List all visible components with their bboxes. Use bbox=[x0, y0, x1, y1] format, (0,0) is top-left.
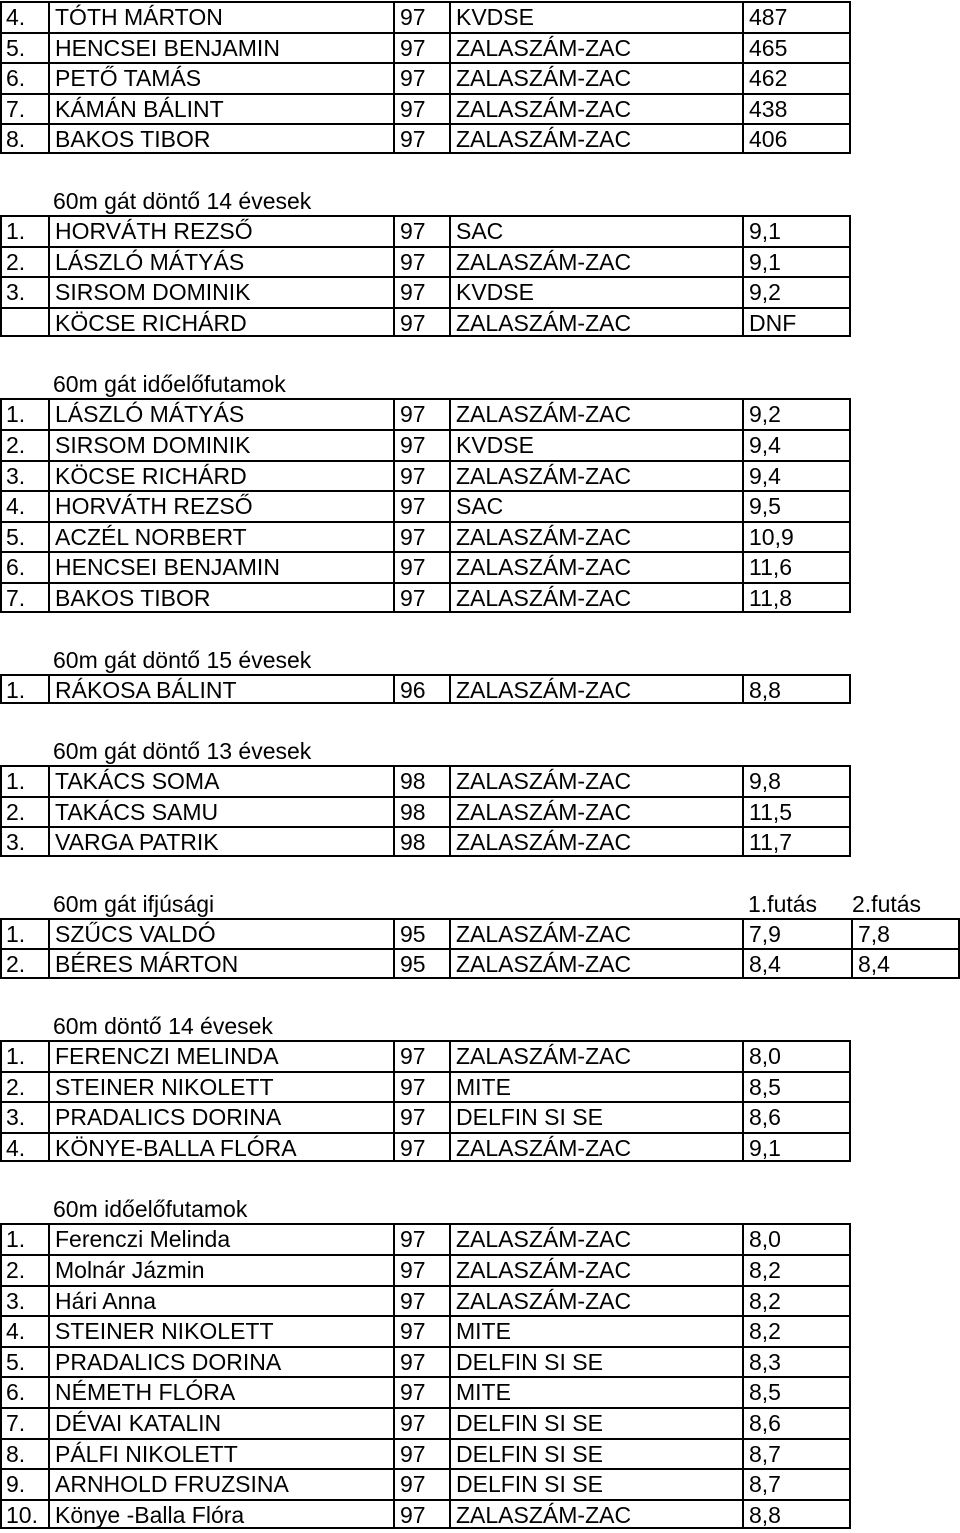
rank-cell: 1. bbox=[0, 918, 48, 949]
club-cell: ZALASZÁM-ZAC bbox=[449, 246, 742, 277]
club-cell: ZALASZÁM-ZAC bbox=[449, 1223, 742, 1254]
result-cell: 8,2 bbox=[742, 1315, 851, 1346]
club-cell: KVDSE bbox=[449, 276, 742, 307]
birth-year-cell: 98 bbox=[393, 765, 449, 796]
result-row bbox=[0, 1407, 960, 1438]
section-spacer bbox=[0, 704, 960, 734]
birth-year-cell: 97 bbox=[393, 398, 449, 429]
section-title: 60m gát döntő 13 évesek bbox=[53, 738, 312, 765]
rank-cell: 5. bbox=[0, 32, 48, 63]
rank-cell: 2. bbox=[0, 1071, 48, 1102]
birth-year-cell: 97 bbox=[393, 1223, 449, 1254]
results-section bbox=[0, 1, 960, 154]
result-row bbox=[0, 1285, 960, 1316]
result-row bbox=[0, 1376, 960, 1407]
result-row bbox=[0, 1499, 960, 1530]
section-heading bbox=[0, 1192, 960, 1223]
results-section bbox=[0, 979, 960, 1162]
birth-year-cell: 97 bbox=[393, 1040, 449, 1071]
result-row bbox=[0, 398, 960, 429]
birth-year-cell: 97 bbox=[393, 93, 449, 124]
athlete-name-cell: TAKÁCS SAMU bbox=[48, 796, 393, 827]
result-row bbox=[0, 1468, 960, 1499]
club-cell: ZALASZÁM-ZAC bbox=[449, 582, 742, 613]
result-row bbox=[0, 62, 960, 93]
result-row bbox=[0, 1346, 960, 1377]
result-cell: 8,5 bbox=[742, 1376, 851, 1407]
rank-cell: 2. bbox=[0, 429, 48, 460]
result-row bbox=[0, 1071, 960, 1102]
result-row bbox=[0, 521, 960, 552]
birth-year-cell: 97 bbox=[393, 1468, 449, 1499]
section-title: 60m gát ifjúsági bbox=[53, 890, 215, 917]
rank-cell: 1. bbox=[0, 398, 48, 429]
result-cell: 9,1 bbox=[742, 1132, 851, 1163]
club-cell: ZALASZÁM-ZAC bbox=[449, 796, 742, 827]
club-cell: ZALASZÁM-ZAC bbox=[449, 948, 742, 979]
athlete-name-cell: Hári Anna bbox=[48, 1285, 393, 1316]
section-heading bbox=[0, 367, 960, 398]
athlete-name-cell: HORVÁTH REZSŐ bbox=[48, 490, 393, 521]
result-row bbox=[0, 1101, 960, 1132]
birth-year-cell: 97 bbox=[393, 1132, 449, 1163]
result-cell: 8,4 bbox=[742, 948, 851, 979]
birth-year-cell: 97 bbox=[393, 1346, 449, 1377]
rank-cell: 9. bbox=[0, 1468, 48, 1499]
result-cell: 11,7 bbox=[742, 826, 851, 857]
athlete-name-cell: Molnár Jázmin bbox=[48, 1254, 393, 1285]
rank-cell: 3. bbox=[0, 460, 48, 491]
rank-cell: 6. bbox=[0, 62, 48, 93]
birth-year-cell: 97 bbox=[393, 582, 449, 613]
club-cell: ZALASZÁM-ZAC bbox=[449, 1285, 742, 1316]
result-cell: 8,7 bbox=[742, 1438, 851, 1469]
birth-year-cell: 95 bbox=[393, 918, 449, 949]
athlete-name-cell: HENCSEI BENJAMIN bbox=[48, 551, 393, 582]
club-cell: DELFIN SI SE bbox=[449, 1407, 742, 1438]
result-cell: 9,1 bbox=[742, 246, 851, 277]
birth-year-cell: 97 bbox=[393, 246, 449, 277]
result-row bbox=[0, 276, 960, 307]
athlete-name-cell: KÁMÁN BÁLINT bbox=[48, 93, 393, 124]
birth-year-cell: 97 bbox=[393, 1407, 449, 1438]
result-cell: 8,2 bbox=[742, 1254, 851, 1285]
birth-year-cell: 98 bbox=[393, 796, 449, 827]
result-row bbox=[0, 93, 960, 124]
club-cell: KVDSE bbox=[449, 1, 742, 32]
rank-cell: 3. bbox=[0, 1101, 48, 1132]
result-cell: 8,5 bbox=[742, 1071, 851, 1102]
section-spacer bbox=[0, 154, 960, 184]
result-cell: 8,8 bbox=[742, 1499, 851, 1530]
birth-year-cell: 97 bbox=[393, 1315, 449, 1346]
birth-year-cell: 97 bbox=[393, 1071, 449, 1102]
rank-cell: 5. bbox=[0, 521, 48, 552]
rank-cell: 5. bbox=[0, 1346, 48, 1377]
athlete-name-cell: TÓTH MÁRTON bbox=[48, 1, 393, 32]
result-row bbox=[0, 674, 960, 705]
club-cell: ZALASZÁM-ZAC bbox=[449, 460, 742, 491]
result-row bbox=[0, 1438, 960, 1469]
birth-year-cell: 97 bbox=[393, 307, 449, 338]
birth-year-cell: 97 bbox=[393, 1254, 449, 1285]
athlete-name-cell: TAKÁCS SOMA bbox=[48, 765, 393, 796]
rank-cell: 1. bbox=[0, 215, 48, 246]
rank-cell: 1. bbox=[0, 674, 48, 705]
result-row bbox=[0, 307, 960, 338]
athlete-name-cell: STEINER NIKOLETT bbox=[48, 1315, 393, 1346]
result-cell: 7,9 bbox=[742, 918, 851, 949]
athlete-name-cell: PETŐ TAMÁS bbox=[48, 62, 393, 93]
results-section bbox=[0, 337, 960, 612]
rank-cell: 3. bbox=[0, 826, 48, 857]
athlete-name-cell: SZŰCS VALDÓ bbox=[48, 918, 393, 949]
result-cell: 9,2 bbox=[742, 276, 851, 307]
club-cell: ZALASZÁM-ZAC bbox=[449, 521, 742, 552]
result-cell: 9,4 bbox=[742, 460, 851, 491]
result-cell: 8,2 bbox=[742, 1285, 851, 1316]
section-spacer bbox=[0, 1162, 960, 1192]
athlete-name-cell: ARNHOLD FRUZSINA bbox=[48, 1468, 393, 1499]
rank-cell: 1. bbox=[0, 1040, 48, 1071]
club-cell: MITE bbox=[449, 1376, 742, 1407]
club-cell: DELFIN SI SE bbox=[449, 1101, 742, 1132]
rank-cell: 7. bbox=[0, 1407, 48, 1438]
section-heading bbox=[0, 1009, 960, 1040]
result-row bbox=[0, 123, 960, 154]
result-row bbox=[0, 1040, 960, 1071]
result-cell: 9,4 bbox=[742, 429, 851, 460]
rank-cell: 4. bbox=[0, 1132, 48, 1163]
club-cell: ZALASZÁM-ZAC bbox=[449, 32, 742, 63]
athlete-name-cell: ACZÉL NORBERT bbox=[48, 521, 393, 552]
rank-cell: 3. bbox=[0, 276, 48, 307]
birth-year-cell: 97 bbox=[393, 32, 449, 63]
result-cell: 9,8 bbox=[742, 765, 851, 796]
club-cell: ZALASZÁM-ZAC bbox=[449, 551, 742, 582]
results-section bbox=[0, 857, 960, 979]
result-cell: DNF bbox=[742, 307, 851, 338]
athlete-name-cell: PRADALICS DORINA bbox=[48, 1101, 393, 1132]
result-cell: 8,6 bbox=[742, 1407, 851, 1438]
results-section bbox=[0, 613, 960, 705]
club-cell: MITE bbox=[449, 1315, 742, 1346]
rank-cell: 1. bbox=[0, 765, 48, 796]
club-cell: ZALASZÁM-ZAC bbox=[449, 1040, 742, 1071]
result-row bbox=[0, 490, 960, 521]
result-cell: 487 bbox=[742, 1, 851, 32]
section-spacer bbox=[0, 613, 960, 643]
athlete-name-cell: VARGA PATRIK bbox=[48, 826, 393, 857]
club-cell: ZALASZÁM-ZAC bbox=[449, 1132, 742, 1163]
result-cell: 8,0 bbox=[742, 1223, 851, 1254]
birth-year-cell: 97 bbox=[393, 1499, 449, 1530]
result-cell: 8,0 bbox=[742, 1040, 851, 1071]
birth-year-cell: 97 bbox=[393, 1285, 449, 1316]
birth-year-cell: 97 bbox=[393, 62, 449, 93]
birth-year-cell: 97 bbox=[393, 1, 449, 32]
result-cell: 9,1 bbox=[742, 215, 851, 246]
club-cell: DELFIN SI SE bbox=[449, 1468, 742, 1499]
result-cell: 8,7 bbox=[742, 1468, 851, 1499]
results-section bbox=[0, 154, 960, 337]
result-row bbox=[0, 215, 960, 246]
birth-year-cell: 97 bbox=[393, 429, 449, 460]
club-cell: ZALASZÁM-ZAC bbox=[449, 765, 742, 796]
birth-year-cell: 97 bbox=[393, 490, 449, 521]
section-title: 60m gát döntő 15 évesek bbox=[53, 646, 312, 673]
result-row bbox=[0, 826, 960, 857]
athlete-name-cell: BAKOS TIBOR bbox=[48, 582, 393, 613]
rank-cell: 4. bbox=[0, 1, 48, 32]
athlete-name-cell: PRADALICS DORINA bbox=[48, 1346, 393, 1377]
result-row bbox=[0, 582, 960, 613]
result-row bbox=[0, 429, 960, 460]
result-row bbox=[0, 948, 960, 979]
rank-cell: 3. bbox=[0, 1285, 48, 1316]
results-section bbox=[0, 1162, 960, 1529]
result-row bbox=[0, 1132, 960, 1163]
athlete-name-cell: LÁSZLÓ MÁTYÁS bbox=[48, 398, 393, 429]
birth-year-cell: 97 bbox=[393, 123, 449, 154]
athlete-name-cell: PÁLFI NIKOLETT bbox=[48, 1438, 393, 1469]
rank-cell: 1. bbox=[0, 1223, 48, 1254]
club-cell: ZALASZÁM-ZAC bbox=[449, 674, 742, 705]
birth-year-cell: 95 bbox=[393, 948, 449, 979]
section-spacer bbox=[0, 337, 960, 367]
result-cell: 8,8 bbox=[742, 674, 851, 705]
club-cell: ZALASZÁM-ZAC bbox=[449, 398, 742, 429]
club-cell: ZALASZÁM-ZAC bbox=[449, 123, 742, 154]
result-cell: 10,9 bbox=[742, 521, 851, 552]
result-row bbox=[0, 246, 960, 277]
result-row bbox=[0, 551, 960, 582]
result-cell: 11,5 bbox=[742, 796, 851, 827]
club-cell: ZALASZÁM-ZAC bbox=[449, 1499, 742, 1530]
athlete-name-cell: HENCSEI BENJAMIN bbox=[48, 32, 393, 63]
club-cell: DELFIN SI SE bbox=[449, 1438, 742, 1469]
rank-cell: 8. bbox=[0, 123, 48, 154]
club-cell: SAC bbox=[449, 490, 742, 521]
result-row bbox=[0, 796, 960, 827]
rank-cell: 7. bbox=[0, 93, 48, 124]
birth-year-cell: 97 bbox=[393, 460, 449, 491]
column-header-run-1: 1.futás bbox=[748, 890, 818, 917]
rank-cell: 2. bbox=[0, 948, 48, 979]
club-cell: DELFIN SI SE bbox=[449, 1346, 742, 1377]
athlete-name-cell: SIRSOM DOMINIK bbox=[48, 276, 393, 307]
rank-cell: 7. bbox=[0, 582, 48, 613]
result-row bbox=[0, 460, 960, 491]
column-header-run-2: 2.futás bbox=[852, 890, 922, 917]
section-title: 60m gát döntő 14 évesek bbox=[53, 187, 312, 214]
result-cell: 465 bbox=[742, 32, 851, 63]
athlete-name-cell: HORVÁTH REZSŐ bbox=[48, 215, 393, 246]
birth-year-cell: 98 bbox=[393, 826, 449, 857]
section-title: 60m időelőfutamok bbox=[53, 1196, 248, 1223]
section-heading bbox=[0, 887, 960, 918]
result-cell: 8,3 bbox=[742, 1346, 851, 1377]
club-cell: ZALASZÁM-ZAC bbox=[449, 1254, 742, 1285]
result-row bbox=[0, 1223, 960, 1254]
result-row bbox=[0, 1315, 960, 1346]
result-cell: 11,8 bbox=[742, 582, 851, 613]
birth-year-cell: 96 bbox=[393, 674, 449, 705]
result-row bbox=[0, 32, 960, 63]
athlete-name-cell: STEINER NIKOLETT bbox=[48, 1071, 393, 1102]
club-cell: ZALASZÁM-ZAC bbox=[449, 918, 742, 949]
athlete-name-cell: NÉMETH FLÓRA bbox=[48, 1376, 393, 1407]
result-2-cell: 8,4 bbox=[851, 948, 960, 979]
section-spacer bbox=[0, 979, 960, 1009]
birth-year-cell: 97 bbox=[393, 521, 449, 552]
section-heading bbox=[0, 643, 960, 674]
result-cell: 9,5 bbox=[742, 490, 851, 521]
result-row bbox=[0, 1254, 960, 1285]
athlete-name-cell: BÉRES MÁRTON bbox=[48, 948, 393, 979]
club-cell: KVDSE bbox=[449, 429, 742, 460]
section-title: 60m döntő 14 évesek bbox=[53, 1013, 273, 1040]
rank-cell: 6. bbox=[0, 551, 48, 582]
result-cell: 406 bbox=[742, 123, 851, 154]
athlete-name-cell: SIRSOM DOMINIK bbox=[48, 429, 393, 460]
athlete-name-cell: KÖCSE RICHÁRD bbox=[48, 307, 393, 338]
rank-cell: 6. bbox=[0, 1376, 48, 1407]
club-cell: MITE bbox=[449, 1071, 742, 1102]
birth-year-cell: 97 bbox=[393, 1438, 449, 1469]
athlete-name-cell: Könye -Balla Flóra bbox=[48, 1499, 393, 1530]
result-cell: 9,2 bbox=[742, 398, 851, 429]
club-cell: ZALASZÁM-ZAC bbox=[449, 826, 742, 857]
birth-year-cell: 97 bbox=[393, 215, 449, 246]
athlete-name-cell: KÖNYE-BALLA FLÓRA bbox=[48, 1132, 393, 1163]
athlete-name-cell: Ferenczi Melinda bbox=[48, 1223, 393, 1254]
result-cell: 438 bbox=[742, 93, 851, 124]
rank-cell: 8. bbox=[0, 1438, 48, 1469]
club-cell: SAC bbox=[449, 215, 742, 246]
athlete-name-cell: DÉVAI KATALIN bbox=[48, 1407, 393, 1438]
rank-cell: 2. bbox=[0, 246, 48, 277]
rank-cell: 4. bbox=[0, 490, 48, 521]
athlete-name-cell: RÁKOSA BÁLINT bbox=[48, 674, 393, 705]
result-2-cell: 7,8 bbox=[851, 918, 960, 949]
results-section bbox=[0, 704, 960, 857]
result-row bbox=[0, 1, 960, 32]
section-spacer bbox=[0, 857, 960, 887]
result-row bbox=[0, 765, 960, 796]
birth-year-cell: 97 bbox=[393, 551, 449, 582]
birth-year-cell: 97 bbox=[393, 1376, 449, 1407]
club-cell: ZALASZÁM-ZAC bbox=[449, 93, 742, 124]
section-title: 60m gát időelőfutamok bbox=[53, 371, 286, 398]
result-cell: 462 bbox=[742, 62, 851, 93]
club-cell: ZALASZÁM-ZAC bbox=[449, 307, 742, 338]
rank-cell: 10. bbox=[0, 1499, 48, 1530]
athlete-name-cell: LÁSZLÓ MÁTYÁS bbox=[48, 246, 393, 277]
rank-cell: 4. bbox=[0, 1315, 48, 1346]
section-heading bbox=[0, 184, 960, 215]
athlete-name-cell: BAKOS TIBOR bbox=[48, 123, 393, 154]
athlete-name-cell: FERENCZI MELINDA bbox=[48, 1040, 393, 1071]
rank-cell bbox=[0, 307, 48, 338]
section-heading bbox=[0, 734, 960, 765]
birth-year-cell: 97 bbox=[393, 276, 449, 307]
club-cell: ZALASZÁM-ZAC bbox=[449, 62, 742, 93]
result-cell: 8,6 bbox=[742, 1101, 851, 1132]
result-row bbox=[0, 918, 960, 949]
athlete-name-cell: KÖCSE RICHÁRD bbox=[48, 460, 393, 491]
rank-cell: 2. bbox=[0, 796, 48, 827]
rank-cell: 2. bbox=[0, 1254, 48, 1285]
birth-year-cell: 97 bbox=[393, 1101, 449, 1132]
result-cell: 11,6 bbox=[742, 551, 851, 582]
